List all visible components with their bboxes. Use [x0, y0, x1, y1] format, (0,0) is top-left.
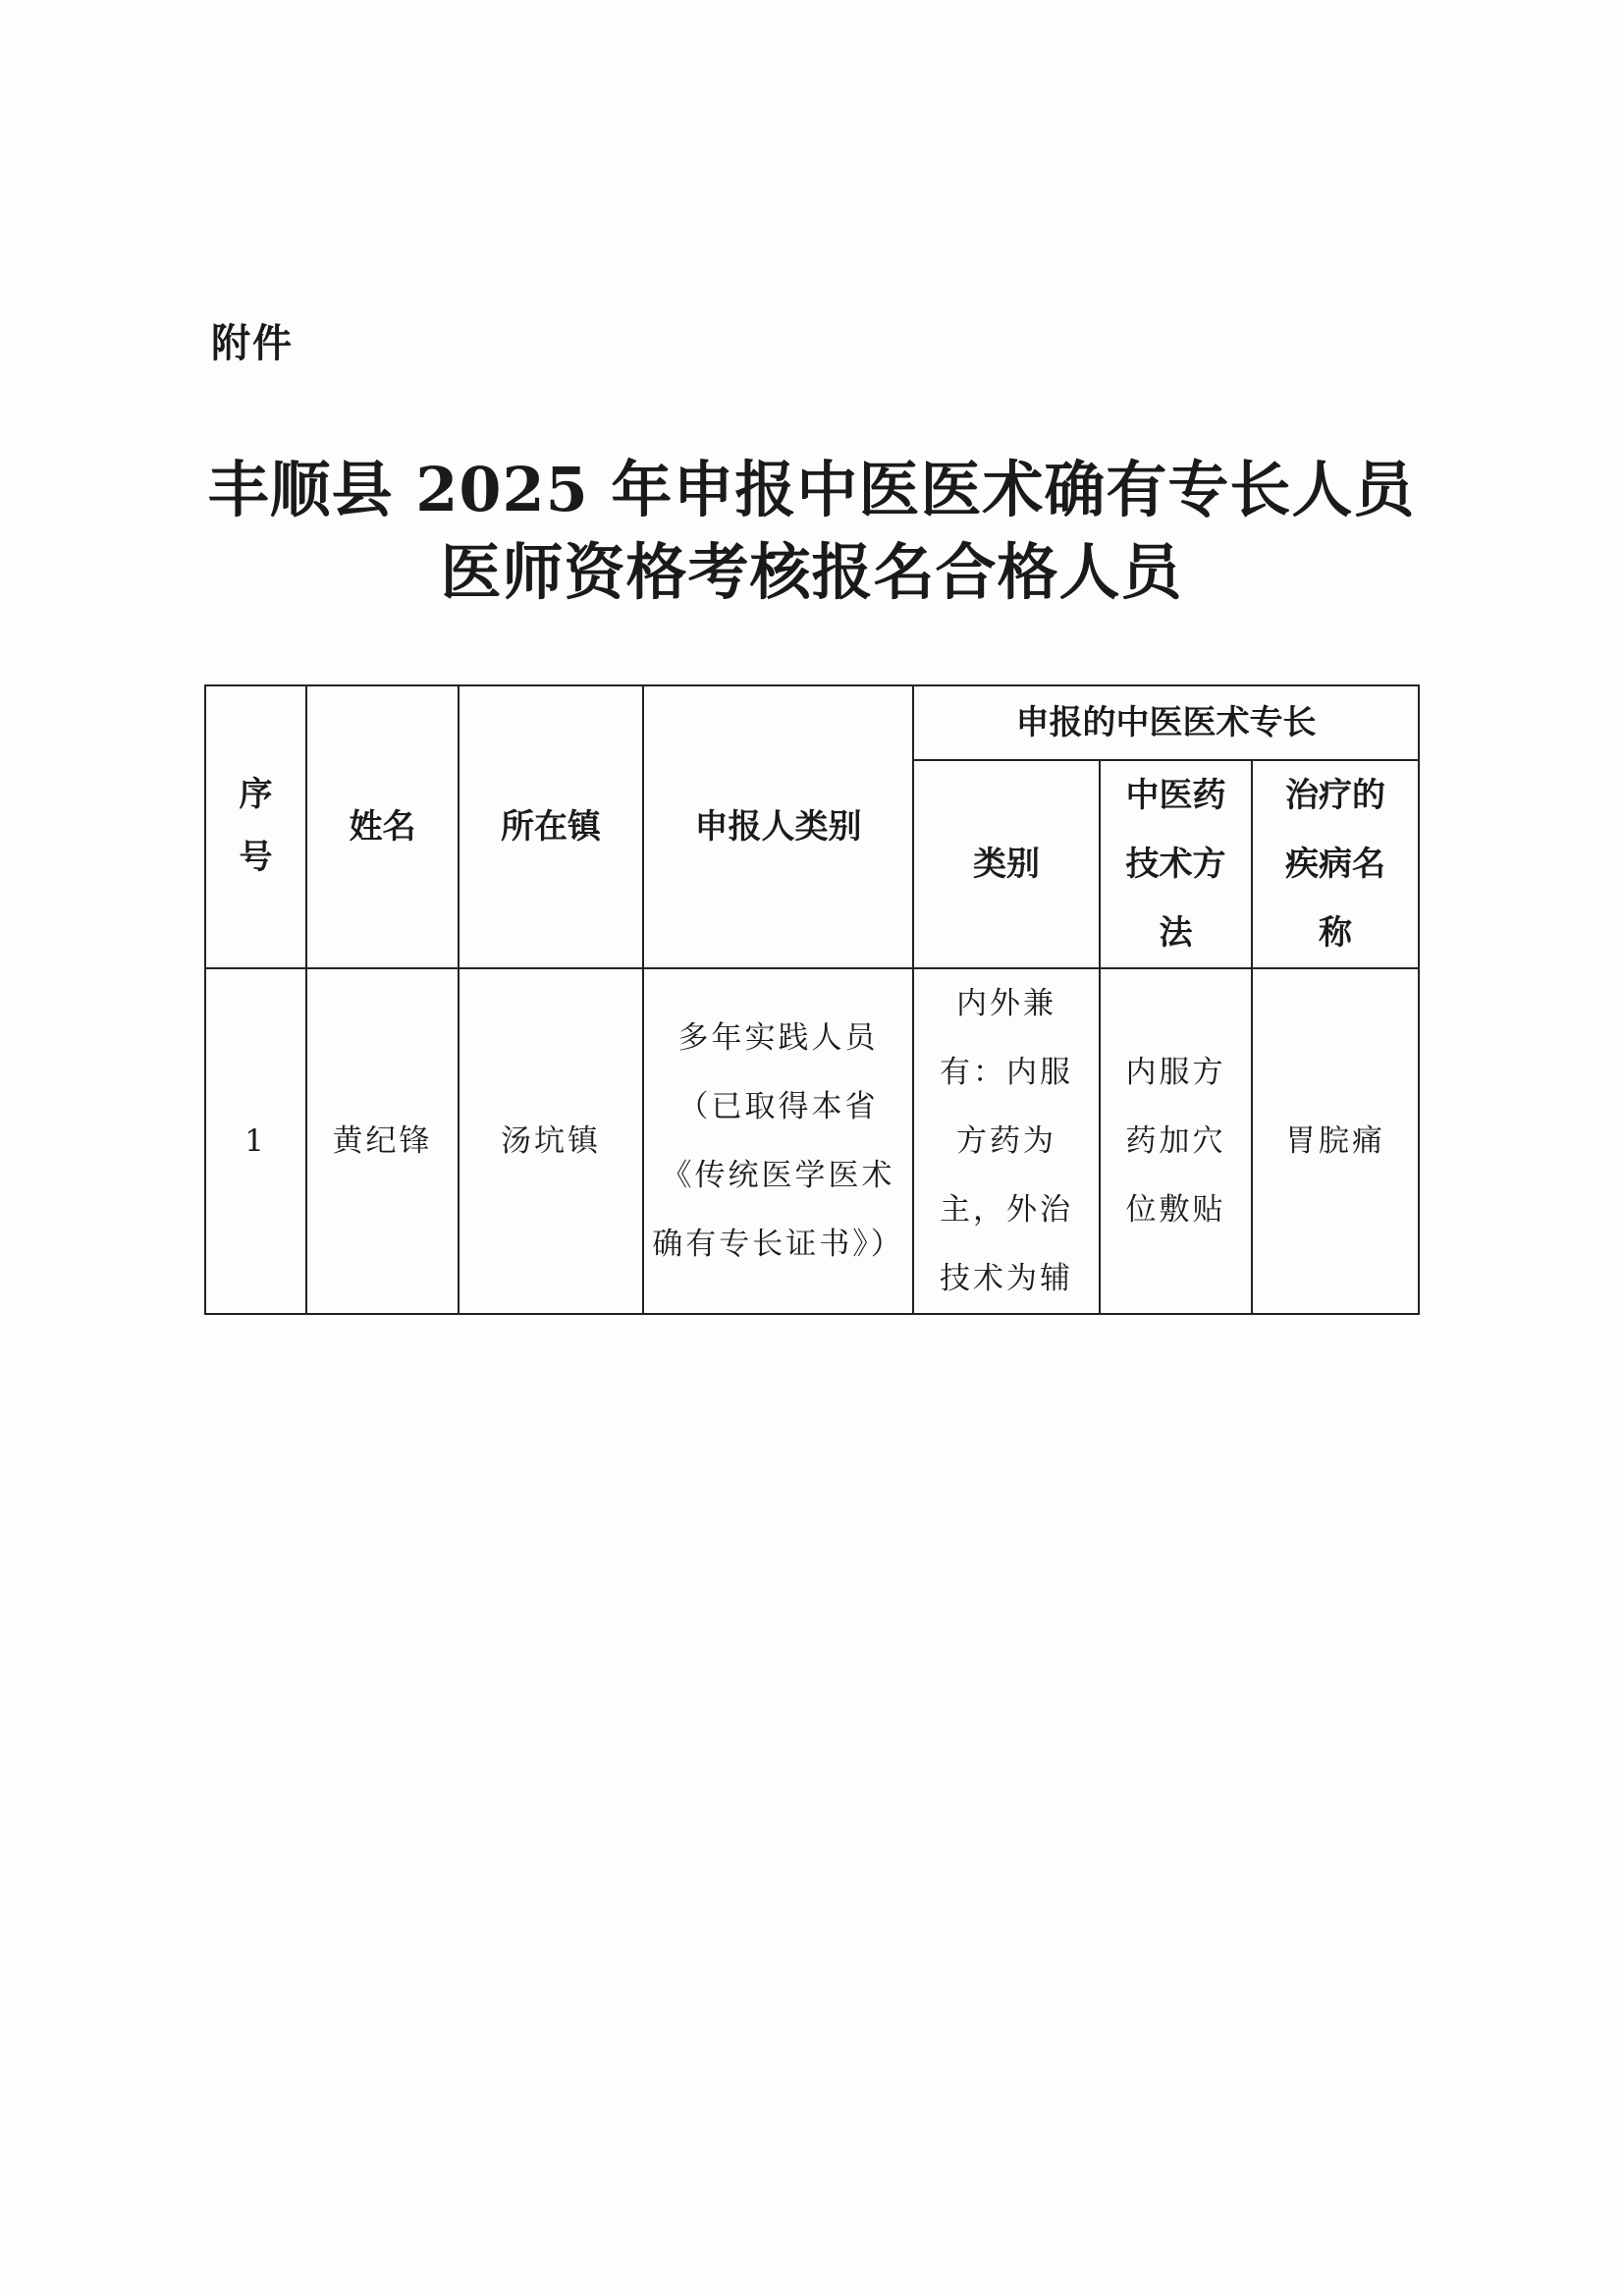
cell-index: 1 [205, 968, 306, 1314]
header-index: 序号 [205, 685, 306, 968]
header-category: 类别 [913, 760, 1100, 968]
header-town: 所在镇 [459, 685, 643, 968]
header-name: 姓名 [306, 685, 459, 968]
header-applicant-type: 申报人类别 [643, 685, 913, 968]
attachment-label: 附件 [211, 321, 294, 366]
cell-applicant-type: 多年实践人员（已取得本省《传统医学医术确有专长证书》） [643, 968, 913, 1314]
document-title-line-1: 丰顺县 2025 年申报中医医术确有专长人员 [207, 454, 1416, 525]
qualified-applicants-table [204, 684, 1420, 1315]
cell-disease: 胃脘痛 [1252, 968, 1419, 1314]
header-disease: 治疗的疾病名称 [1252, 760, 1419, 968]
table-header-row-top [205, 685, 1419, 760]
cell-town: 汤坑镇 [459, 968, 643, 1314]
cell-category: 内外兼有：内服方药为主，外治技术为辅 [913, 968, 1100, 1314]
header-method: 中医药技术方法 [1100, 760, 1252, 968]
cell-name: 黄纪锋 [306, 968, 459, 1314]
table-row [205, 968, 1419, 1314]
header-specialty-group: 申报的中医医术专长 [913, 685, 1419, 760]
cell-method: 内服方药加穴位敷贴 [1100, 968, 1252, 1314]
document-title-line-2: 医师资格考核报名合格人员 [440, 536, 1183, 608]
